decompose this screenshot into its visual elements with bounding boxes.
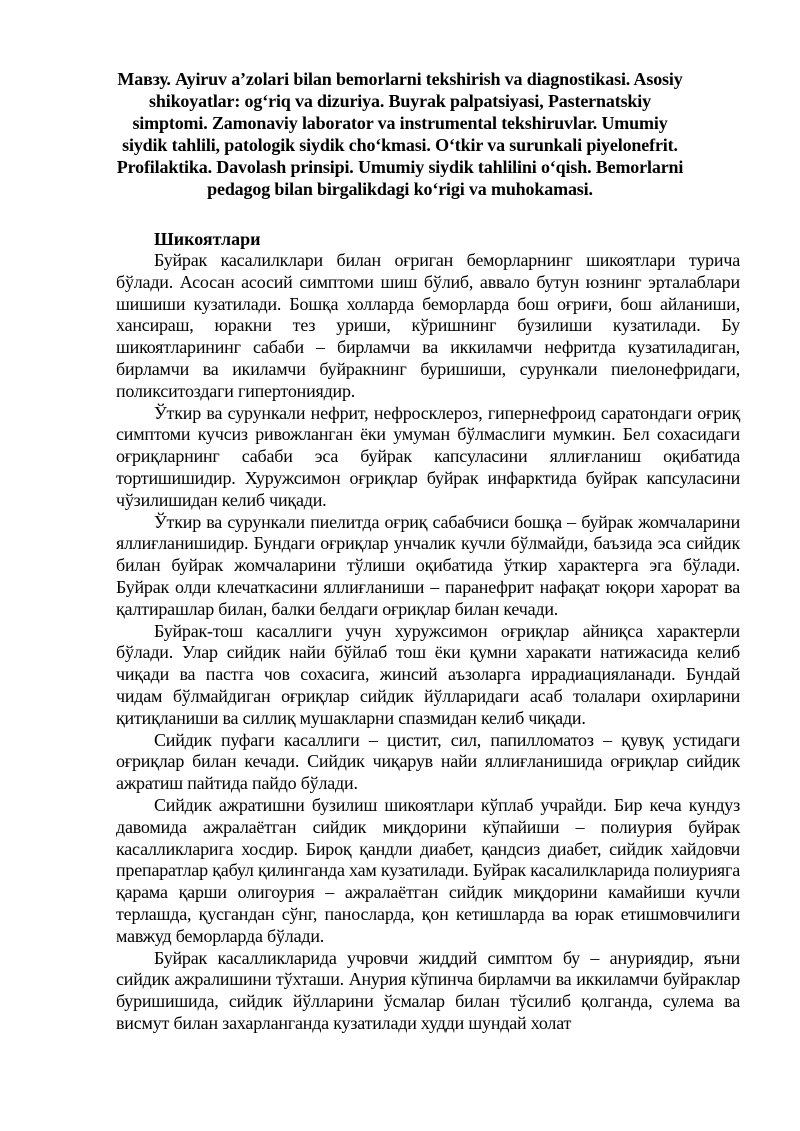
paragraph: Ўткир ва сурункали пиелитда оғриқ сабабчиси бошқа – буйрак жомчаларини яллиғланишидир. Бундаги оғриқлар унчалик кучли бўлмайди, баъзида эса сийдик билан буйрак жомчаларини тўлиши оқибатида ўткир характерга эга бўлади. Буйрак олди клечаткасини яллиғланиши – паранефрит нафақат юқори харорат ва қалтирашлар билан, балки белдаги оғриқлар билан кечади. bbox=[116, 511, 740, 619]
document-title: Мавзу. Ayiruv a’zolari bilan bemorlarni tekshirish va diagnostikasi. Asosiy shikoyatlar: og‘riq va dizuriya. Buyrak palpatsiyasi, Pasternatskiy simptomi. Zamonaviy laborator va instrumental tekshiruvlar. Umumiy siydik tahlili, patologik siydik cho‘kmasi. O‘tkir va surunkali piyelonefrit. Profilaktika. Davolash prinsipi. Umumiy siydik tahlilini o‘qish. Bemorlarni pedagog bilan birgalikdagi ko‘rigi va muhokamasi. bbox=[116, 69, 684, 199]
paragraph: Сийдик ажратишни бузилиш шикоятлари кўплаб учрайди. Бир кеча кундуз давомида ажралаётган сийдик миқдорини кўпайиши – полиурия буйрак касалликларига хосдир. Бироқ қандли диабет, қандсиз диабет, сийдик хайдовчи препаратлар қабул қилинганда хам кузатилади. Буйрак касалилкларида полиурияга қарама қарши олигоурия – ажралаётган сийдик миқдорини камайиши кучли терлашда, қусгандан сўнг, паносларда, қон кетишларда ва юрак етишмовчилиги мавжуд беморларда бўлади. bbox=[116, 794, 740, 946]
paragraph: Буйрак-тош касаллиги учун хуружсимон оғриқлар айниқса характерли бўлади. Улар сийдик найи бўйлаб тош ёки қумни харакати натижасида келиб чиқади ва пастга чов сохасига, жинсий аъзоларга иррадиацияланади. Бундай чидам бўлмайдиган оғриқлар сийдик йўлларидаги асаб толалари охирларини қитиқланиши ва силлиқ мушакларни спазмидан келиб чиқади. bbox=[116, 620, 740, 728]
section-heading: Шикоятлари bbox=[154, 229, 261, 249]
paragraph: Сийдик пуфаги касаллиги – цистит, сил, папилломатоз – қувуқ устидаги оғриқлар билан кечади. Сийдик чиқарув найи яллиғланишида оғриқлар сийдик ажратиш пайтида пайдо бўлади. bbox=[116, 729, 740, 794]
paragraph: Ўткир ва сурункали нефрит, нефросклероз, гипернефроид саратондаги оғриқ симптоми кучсиз ривожланган ёки умуман бўлмаслиги мумкин. Бел сохасидаги оғриқларнинг сабаби эса буйрак капсуласини яллиғланиш оқибатида тортишишидир. Хуружсимон оғриқлар буйрак инфарктида буйрак капсуласини чўзилишидан келиб чиқади. bbox=[116, 402, 740, 510]
document-body bbox=[116, 228, 740, 1035]
paragraph: Буйрак касалилклари билан оғриган беморларнинг шикоятлари турича бўлади. Асосан асосий симптоми шиш бўлиб, аввало бутун юзнинг эрталаблари шишиши кузатилади. Бошқа холларда беморларда бош оғриғи, бош айланиши, хансираш, юракни тез уриши, кўришнинг бузилиши кузатилади. Бу шикоятларининг сабаби – бирламчи ва иккиламчи нефритда кузатиладиган, бирламчи ва икиламчи буйракнинг буришиши, сурункали пиелонефридаги, поликситоздаги гипертониядир. bbox=[116, 250, 740, 401]
paragraph: Буйрак касалликларида учровчи жиддий симптом бу – ануриядир, яъни сийдик ажралишини тўхташи. Анурия кўпинча бирламчи ва иккиламчи буйраклар буришишида, сийдик йўлларини ўсмалар билан тўсилиб қолганда, сулема ва висмут билан захарланганда кузатилади худди шундай холат bbox=[116, 947, 740, 1033]
